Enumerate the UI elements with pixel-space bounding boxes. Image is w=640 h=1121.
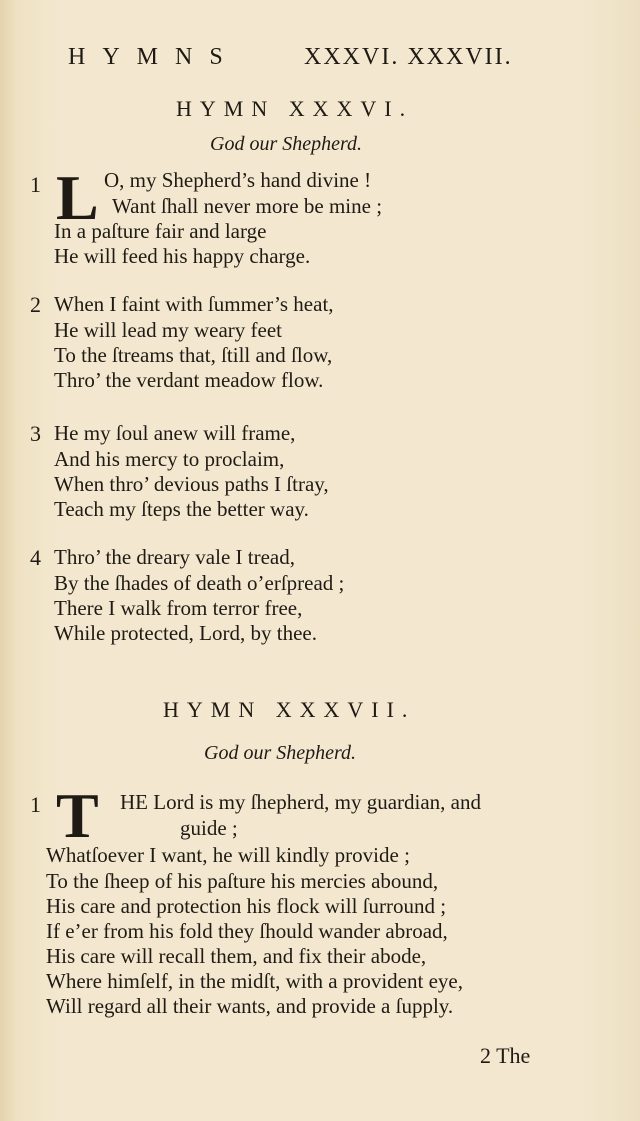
verse-number: 1 (30, 792, 41, 817)
verse-line: While protected, Lord, by thee. (54, 621, 317, 645)
catchword: 2 The (480, 1043, 531, 1068)
verse-line: His care will recall them, and fix their abode, (46, 944, 427, 968)
verse-line: guide ; (180, 816, 238, 840)
verse-line: When I faint with ſummer’s heat, (54, 292, 334, 316)
verse-line: And his mercy to proclaim, (54, 447, 285, 471)
verse-line: To the ſtreams that, ſtill and ſlow, (54, 343, 333, 367)
hymn-36-stanza-2 (30, 292, 590, 402)
verse-line: Teach my ſteps the better way. (54, 497, 309, 521)
hymn-36-stanza-1 (30, 162, 590, 278)
verse-line: HE Lord is my ſhepherd, my guardian, and (120, 790, 481, 814)
dropcap-letter: L (56, 162, 99, 233)
verse-line: Thro’ the dreary vale I tread, (54, 545, 295, 569)
dropcap-letter: T (56, 780, 99, 851)
running-head (68, 44, 538, 71)
verse-number: 2 (30, 292, 41, 317)
hymn-36-subtitle: God our Shepherd. (210, 133, 363, 155)
verse-line: There I walk from terror free, (54, 596, 303, 620)
verse-line: In a paſture fair and large (54, 219, 267, 243)
verse-line: O, my Shepherd’s hand divine ! (104, 168, 372, 192)
running-head-left: HYMNS (68, 44, 240, 70)
verse-line: By the ſhades of death o’erſpread ; (54, 571, 345, 595)
verse-line: Thro’ the verdant meadow flow. (54, 368, 324, 392)
hymn-37-title: HYMN XXXVII. (163, 697, 416, 722)
hymn-36-stanza-4 (30, 545, 590, 655)
hymn-36-stanza-3 (30, 421, 590, 531)
verse-line: When thro’ devious paths I ſtray, (54, 472, 329, 496)
verse-line: If e’er from his fold they ſhould wander abroad, (46, 919, 448, 943)
verse-number: 3 (30, 421, 41, 446)
verse-line: His care and protection his flock will ſurround ; (46, 894, 447, 918)
verse-number: 4 (30, 545, 41, 570)
verse-line: He my ſoul anew will frame, (54, 421, 296, 445)
verse-number: 1 (30, 172, 41, 197)
hymn-37-stanza-1 (30, 780, 590, 1030)
hymn-37-subtitle: God our Shepherd. (204, 742, 357, 764)
verse-line: To the ſheep of his paſture his mercies abound, (46, 869, 439, 893)
verse-line: Where himſelf, in the midſt, with a provident eye, (46, 969, 463, 993)
running-head-right: XXXVI. XXXVII. (304, 44, 513, 70)
verse-line: Will regard all their wants, and provide a ſupply. (46, 994, 454, 1018)
verse-line: Want ſhall never more be mine ; (112, 194, 383, 218)
verse-line: He will lead my weary feet (54, 318, 282, 342)
verse-line: He will feed his happy charge. (54, 244, 311, 268)
verse-line: Whatſoever I want, he will kindly provide ; (46, 843, 410, 867)
hymn-36-title: HYMN XXXVI. (176, 96, 414, 121)
